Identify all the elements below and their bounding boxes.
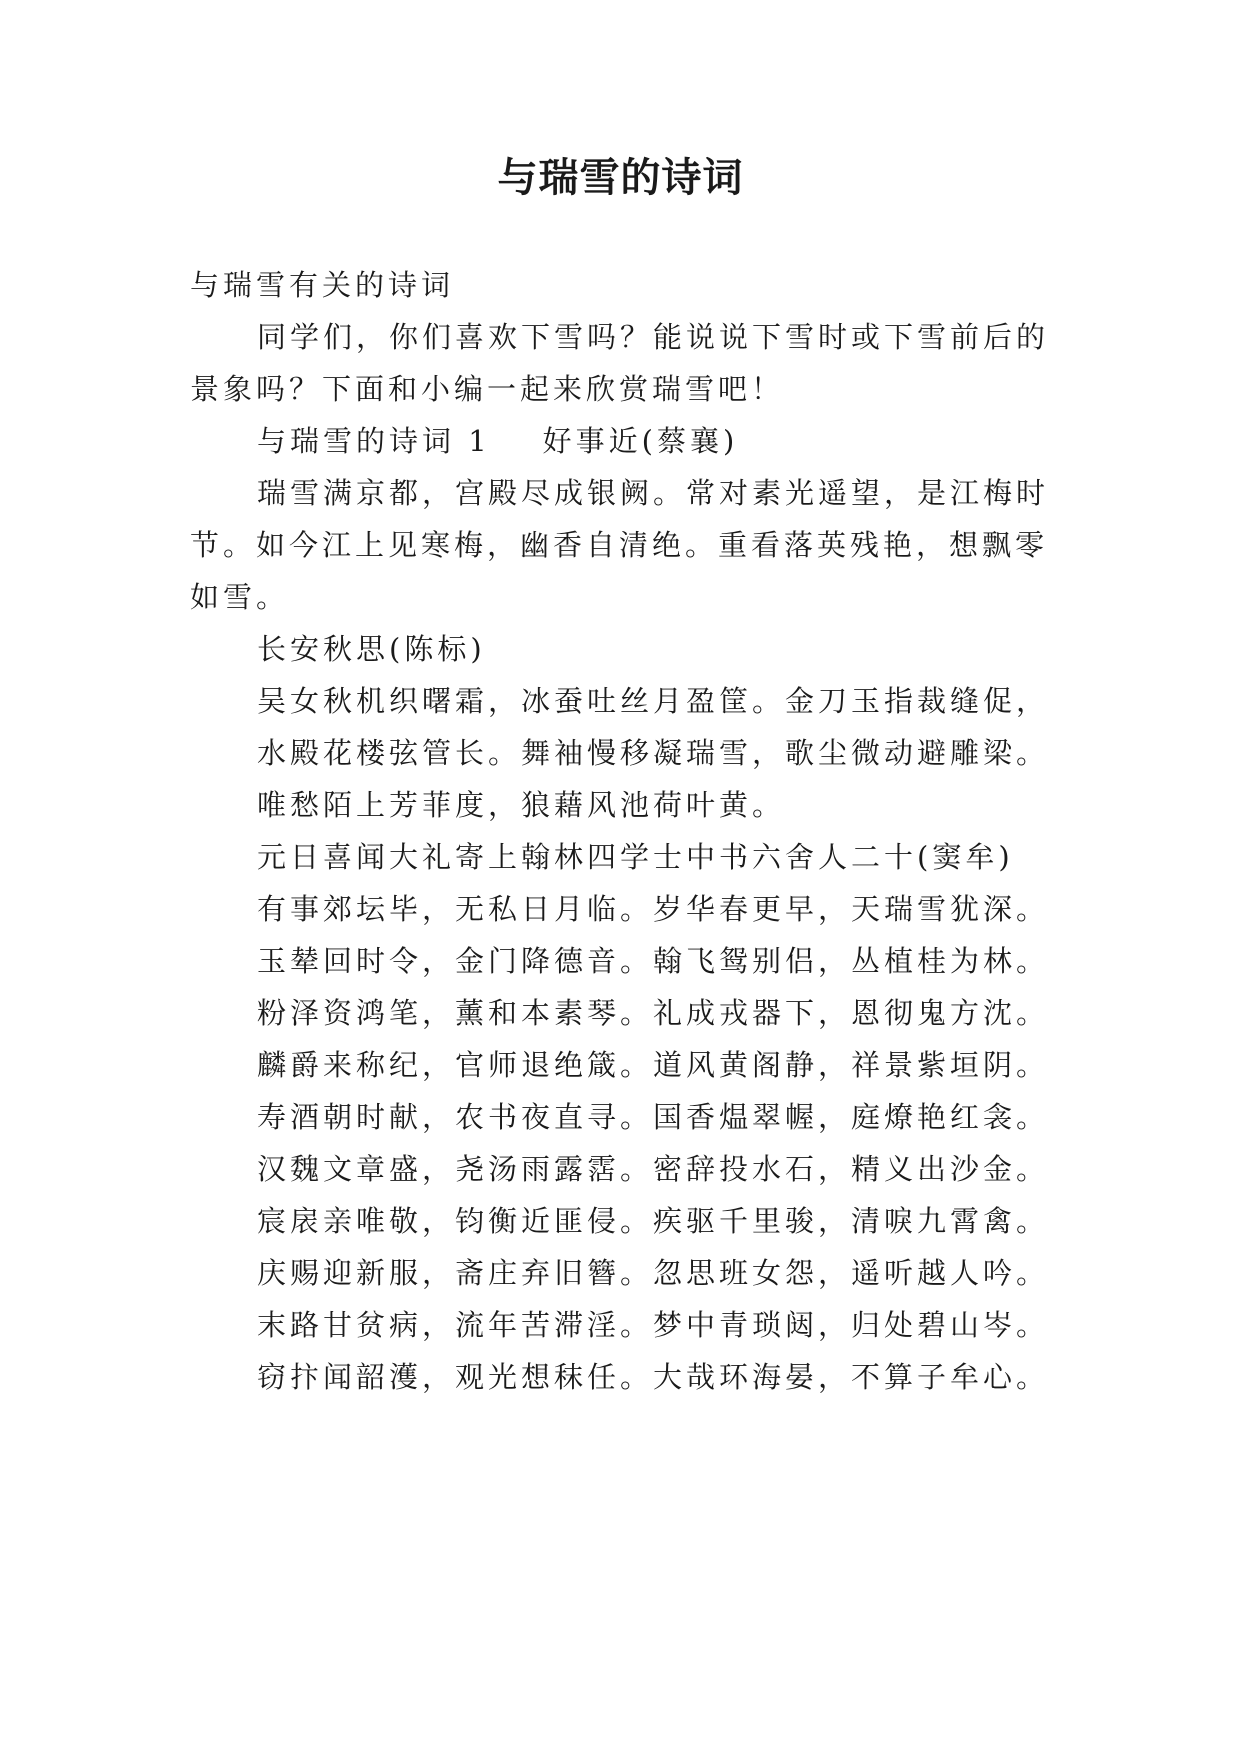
- poem3-line: 有事郊坛毕，无私日月临。岁华春更早，天瑞雪犹深。: [257, 892, 1050, 926]
- poem2-line: 水殿花楼弦管长。舞袖慢移凝瑞雪，歌尘微动避雕梁。: [257, 736, 1050, 770]
- poem3-line: 粉泽资鸿笔，薰和本素琴。礼成戎器下，恩彻鬼方沈。: [257, 996, 1050, 1030]
- poem1-title: 好事近(蔡襄): [542, 424, 739, 458]
- poem3-line: 寿酒朝时献，农书夜直寻。国香煴翠幄，庭燎艳红衾。: [257, 1100, 1050, 1134]
- poem3-line: 麟爵来称纪，官师退绝箴。道风黄阁静，祥景紫垣阴。: [257, 1048, 1050, 1082]
- poem3-line: 庆赐迎新服，斋庄弃旧簪。忽思班女怨，遥听越人吟。: [257, 1256, 1050, 1290]
- subtitle: 与瑞雪有关的诗词: [190, 268, 455, 302]
- document-title: 与瑞雪的诗词: [497, 155, 744, 201]
- poem2-title: 长安秋思(陈标): [257, 632, 486, 666]
- poem2-line: 吴女秋机织曙霜，冰蚕吐丝月盈筐。金刀玉指裁缝促，: [257, 684, 1050, 718]
- poem3-line: 末路甘贫病，流年苦滞淫。梦中青琐闼，归处碧山岑。: [257, 1308, 1050, 1342]
- intro-line: 景象吗？下面和小编一起来欣赏瑞雪吧！: [190, 372, 785, 406]
- poem2-line: 唯愁陌上芳菲度，狼藉风池荷叶黄。: [257, 788, 786, 822]
- poem3-line: 玉辇回时令，金门降德音。翰飞鸳别侣，丛植桂为林。: [257, 944, 1050, 978]
- poem1-line: 节。如今江上见寒梅，幽香自清绝。重看落英残艳，想飘零: [190, 528, 1049, 562]
- poem1-line: 如雪。: [190, 580, 290, 614]
- poem1-line: 瑞雪满京都，宫殿尽成银阙。常对素光遥望，是江梅时: [257, 476, 1050, 510]
- poem3-title: 元日喜闻大礼寄上翰林四学士中书六舍人二十(窦牟): [257, 840, 1014, 874]
- poem3-line: 窃抃闻韶濩，观光想秣任。大哉环海晏，不算子牟心。: [257, 1360, 1050, 1394]
- section-heading: [257, 419, 738, 463]
- poem3-line: 宸扆亲唯敬，钧衡近匪侵。疾驱千里骏，清唳九霄禽。: [257, 1204, 1050, 1238]
- poem3-line: 汉魏文章盛，尧汤雨露霑。密辞投水石，精义出沙金。: [257, 1152, 1050, 1186]
- intro-line: 同学们，你们喜欢下雪吗？能说说下雪时或下雪前后的: [257, 320, 1050, 354]
- section-label: 与瑞雪的诗词 1: [257, 424, 491, 458]
